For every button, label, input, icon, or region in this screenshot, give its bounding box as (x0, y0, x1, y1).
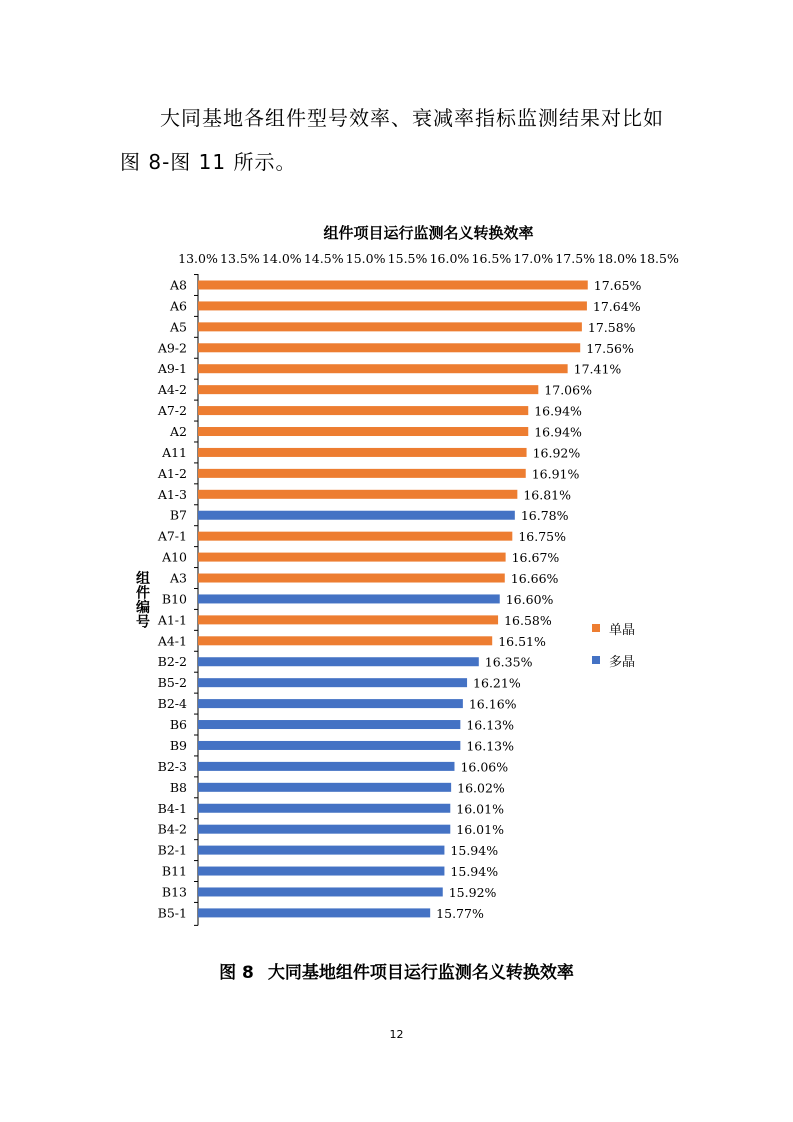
figure-number: 图 8 (219, 963, 254, 983)
bar (198, 762, 454, 771)
bar (198, 574, 505, 583)
category-label: B5-1 (157, 905, 187, 921)
x-tick-label: 14.0% (261, 251, 302, 266)
x-tick-label: 13.5% (220, 251, 260, 266)
bar (198, 490, 517, 499)
chart-legend (592, 620, 635, 684)
bar (198, 887, 443, 896)
x-tick-label: 13.0% (178, 251, 218, 266)
intro-paragraph (120, 96, 680, 184)
category-label: B2-4 (157, 696, 187, 712)
data-label: 17.58% (587, 319, 636, 335)
bar (198, 301, 587, 310)
category-label: B4-1 (157, 800, 187, 816)
bar (198, 783, 451, 792)
data-label: 17.56% (586, 340, 634, 356)
bar (198, 720, 460, 729)
bar (198, 469, 526, 478)
data-label: 16.13% (466, 738, 515, 754)
bar (198, 281, 588, 290)
bar (198, 385, 538, 394)
category-label: A5 (170, 319, 187, 335)
category-label: A9-2 (157, 340, 187, 356)
category-label: A4-2 (157, 382, 187, 398)
data-label: 17.64% (592, 298, 641, 314)
x-tick-label: 17.5% (555, 251, 596, 266)
x-tick-label: 17.0% (513, 251, 554, 266)
y-axis-title-char: 号 (136, 614, 150, 631)
bar (198, 825, 450, 834)
category-label: B9 (169, 737, 187, 753)
data-label: 17.06% (544, 382, 592, 398)
bar (198, 322, 582, 331)
data-label: 16.66% (510, 571, 559, 587)
x-tick-label: 18.0% (597, 251, 637, 266)
x-tick-label: 15.0% (345, 251, 386, 266)
data-label: 16.16% (468, 696, 517, 712)
bar (198, 406, 528, 415)
data-label: 17.41% (573, 361, 622, 377)
data-label: 16.94% (534, 403, 582, 419)
category-label: B8 (169, 779, 187, 795)
data-label: 16.58% (504, 612, 552, 628)
category-label: B7 (169, 507, 187, 523)
data-label: 16.01% (456, 801, 504, 817)
data-label: 16.06% (460, 759, 509, 775)
x-tick-label: 14.5% (303, 251, 344, 266)
category-label: A1-1 (157, 612, 187, 628)
bar (198, 804, 450, 813)
bar (198, 636, 492, 645)
figure-caption (0, 958, 793, 983)
bar (198, 867, 444, 876)
data-label: 16.91% (531, 466, 580, 482)
x-tick-label: 15.5% (387, 251, 428, 266)
category-label: A10 (162, 549, 187, 565)
category-label: B6 (169, 717, 187, 733)
data-label: 16.67% (511, 550, 560, 566)
data-label: 16.92% (532, 445, 581, 461)
category-label: A7-1 (157, 528, 187, 544)
category-label: B11 (161, 863, 187, 879)
data-label: 16.78% (520, 508, 569, 524)
category-label: A3 (170, 570, 187, 586)
category-label: A1-2 (157, 465, 187, 481)
category-label: A11 (162, 444, 187, 460)
x-tick-label: 18.5% (639, 251, 679, 266)
category-label: A8 (170, 277, 187, 293)
intro-line-2: 图 8-图 11 所示。 (120, 150, 297, 174)
x-tick-label: 16.0% (429, 251, 470, 266)
data-label: 17.65% (593, 278, 642, 293)
data-label: 16.81% (523, 487, 572, 503)
category-label: B2-2 (157, 654, 187, 670)
data-label: 16.21% (473, 675, 521, 691)
data-label: 16.51% (498, 633, 546, 649)
bar (198, 846, 444, 855)
legend-label-mono: 单晶 (609, 622, 636, 638)
bar (198, 343, 580, 352)
bar (198, 427, 528, 436)
x-tick-label: 16.5% (471, 251, 512, 266)
page-number: 12 (389, 1028, 404, 1041)
data-label: 16.60% (505, 591, 554, 607)
legend-label-poly: 多晶 (609, 654, 636, 670)
category-label: B4-2 (157, 821, 187, 837)
efficiency-bar-chart (0, 210, 793, 940)
bar (198, 741, 460, 750)
legend-swatch-mono (592, 624, 600, 632)
data-label: 16.13% (466, 717, 515, 733)
category-label: A1-3 (157, 486, 187, 502)
bar (198, 553, 506, 562)
y-axis-title-char: 编 (136, 599, 150, 616)
legend-item-poly (592, 652, 635, 668)
bar (198, 678, 467, 687)
bar (198, 657, 479, 666)
category-label: B5-2 (157, 675, 187, 691)
figure-caption-text: 大同基地组件项目运行监测名义转换效率 (267, 963, 574, 983)
category-label: A7-2 (157, 403, 187, 419)
bar (198, 364, 568, 373)
legend-swatch-poly (592, 656, 600, 664)
category-label: B13 (161, 884, 187, 900)
data-label: 15.94% (450, 843, 499, 859)
intro-line-1: 大同基地各组件型号效率、衰减率指标监测结果对比如 (160, 106, 664, 130)
y-axis-title-char: 件 (136, 585, 150, 602)
category-label: A2 (170, 424, 187, 440)
data-label: 16.01% (456, 822, 504, 838)
category-label: B10 (161, 591, 187, 607)
category-label: A6 (170, 298, 187, 314)
category-label: A4-1 (157, 633, 187, 649)
data-label: 16.75% (518, 529, 566, 545)
bar (198, 511, 515, 520)
data-label: 16.35% (484, 654, 533, 670)
bar (198, 699, 463, 708)
bar (198, 615, 498, 624)
y-axis-title-char: 组 (136, 570, 150, 587)
data-label: 16.02% (457, 780, 505, 796)
bar (198, 594, 500, 603)
category-label: A9-1 (157, 361, 187, 377)
category-label: B2-1 (157, 842, 187, 858)
category-label: B2-3 (157, 758, 187, 774)
chart-title: 组件项目运行监测名义转换效率 (323, 224, 534, 242)
bar (198, 448, 527, 457)
legend-item-mono (592, 620, 635, 636)
data-label: 15.92% (448, 884, 497, 900)
bar (198, 532, 512, 541)
data-label: 15.77% (436, 905, 484, 921)
bar (198, 908, 430, 917)
data-label: 15.94% (450, 864, 499, 880)
data-label: 16.94% (534, 424, 582, 440)
